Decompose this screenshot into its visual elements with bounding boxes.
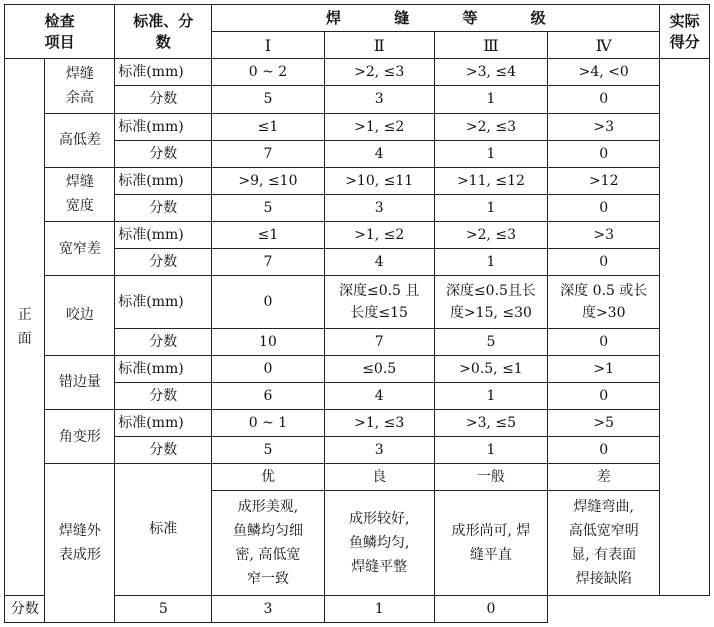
- level-label: 优: [212, 464, 324, 491]
- table-row: [5, 59, 710, 86]
- header-item: 检查 项目: [5, 5, 115, 59]
- std-cell: >3: [548, 222, 660, 249]
- side-label: 正 面: [5, 59, 45, 596]
- table-row: [5, 409, 710, 436]
- table-row: [5, 276, 710, 328]
- grade-1: Ⅰ: [212, 32, 324, 59]
- std-cell: >11, ≤12: [434, 167, 547, 194]
- score-cell: 5: [212, 437, 324, 464]
- score-cell: 4: [324, 249, 434, 276]
- score-cell: 0: [548, 86, 660, 113]
- score-cell: 5: [212, 194, 324, 221]
- header-actual-score: 实际 得分: [660, 5, 710, 59]
- std-cell: >4, <0: [548, 59, 660, 86]
- table-row: [5, 464, 710, 491]
- score-cell: 1: [434, 86, 547, 113]
- score-cell: 3: [324, 437, 434, 464]
- std-cell: >12: [548, 167, 660, 194]
- score-cell: 1: [324, 595, 434, 622]
- std-cell: >1, ≤3: [324, 409, 434, 436]
- item-label: 角变形: [45, 409, 115, 463]
- std-cell: >1, ≤2: [324, 113, 434, 140]
- std-label: 标准(mm): [115, 355, 212, 382]
- score-cell: 7: [324, 328, 434, 355]
- std-cell: 深度 0.5 或长 度>30: [548, 276, 660, 328]
- std-cell: >2, ≤3: [434, 222, 547, 249]
- score-cell: 0: [548, 140, 660, 167]
- std-label: 标准(mm): [115, 222, 212, 249]
- score-label: 分数: [115, 86, 212, 113]
- table-row: [5, 113, 710, 140]
- appearance-std-label: 标准: [115, 464, 212, 596]
- score-cell: 4: [324, 140, 434, 167]
- std-cell: 0 ~ 2: [212, 59, 324, 86]
- score-label: 分数: [115, 140, 212, 167]
- level-label: 一般: [434, 464, 547, 491]
- level-label: 差: [548, 464, 660, 491]
- grade-3: Ⅲ: [434, 32, 547, 59]
- score-cell: 1: [434, 382, 547, 409]
- score-cell: 1: [434, 437, 547, 464]
- item-label: 错边量: [45, 355, 115, 409]
- score-label: 分数: [115, 249, 212, 276]
- std-cell: 0 ~ 1: [212, 409, 324, 436]
- score-cell: 1: [434, 140, 547, 167]
- score-cell: 5: [212, 86, 324, 113]
- score-cell: 0: [548, 382, 660, 409]
- item-label: 咬边: [45, 276, 115, 355]
- score-label: 分数: [115, 328, 212, 355]
- score-cell: 6: [212, 382, 324, 409]
- item-label: 高低差: [45, 113, 115, 167]
- std-cell: >2, ≤3: [434, 113, 547, 140]
- score-cell: 1: [434, 194, 547, 221]
- level-description: 成形尚可, 焊 缝平直: [434, 491, 547, 596]
- item-label: 焊缝 宽度: [45, 167, 115, 221]
- std-label: 标准(mm): [115, 59, 212, 86]
- score-cell: 0: [434, 595, 547, 622]
- score-cell: 0: [548, 249, 660, 276]
- std-cell: ≤0.5: [324, 355, 434, 382]
- level-description: 成形较好, 鱼鳞均匀, 焊缝平整: [324, 491, 434, 596]
- score-cell: 4: [324, 382, 434, 409]
- score-cell: 3: [324, 194, 434, 221]
- score-cell: 7: [212, 140, 324, 167]
- std-cell: 深度≤0.5 且 长度≤15: [324, 276, 434, 328]
- std-cell: 0: [212, 355, 324, 382]
- grade-2: Ⅱ: [324, 32, 434, 59]
- table-row: [5, 222, 710, 249]
- score-cell: 0: [548, 328, 660, 355]
- actual-score-cell: [660, 59, 710, 596]
- std-cell: >9, ≤10: [212, 167, 324, 194]
- item-label: 宽窄差: [45, 222, 115, 276]
- appearance-item-label: 焊缝外 表成形: [45, 464, 115, 623]
- score-label: 分数: [115, 382, 212, 409]
- score-cell: 7: [212, 249, 324, 276]
- score-cell: 3: [212, 595, 324, 622]
- std-cell: >3, ≤4: [434, 59, 547, 86]
- std-cell: >3, ≤5: [434, 409, 547, 436]
- score-cell: 5: [115, 595, 212, 622]
- std-label: 标准(mm): [115, 167, 212, 194]
- table-row: [5, 355, 710, 382]
- std-cell: >10, ≤11: [324, 167, 434, 194]
- score-label: 分数: [115, 437, 212, 464]
- std-cell: >2, ≤3: [324, 59, 434, 86]
- std-cell: 深度≤0.5且长 度>15, ≤30: [434, 276, 547, 328]
- score-cell: 1: [434, 249, 547, 276]
- score-label: 分数: [115, 194, 212, 221]
- std-cell: >5: [548, 409, 660, 436]
- grade-4: Ⅳ: [548, 32, 660, 59]
- std-cell: >1: [548, 355, 660, 382]
- item-label: 焊缝 余高: [45, 59, 115, 113]
- std-cell: >3: [548, 113, 660, 140]
- header-row: [5, 5, 710, 32]
- std-cell: 0: [212, 276, 324, 328]
- std-cell: >1, ≤2: [324, 222, 434, 249]
- std-label: 标准(mm): [115, 409, 212, 436]
- std-label: 标准(mm): [115, 276, 212, 328]
- score-cell: 10: [212, 328, 324, 355]
- level-label: 良: [324, 464, 434, 491]
- std-cell: >0.5, ≤1: [434, 355, 547, 382]
- score-cell: 5: [434, 328, 547, 355]
- score-cell: 3: [324, 86, 434, 113]
- table-row: [5, 167, 710, 194]
- level-description: 成形美观, 鱼鳞均匀细 密, 高低宽 窄一致: [212, 491, 324, 596]
- score-label: 分数: [5, 595, 45, 622]
- level-description: 焊缝弯曲, 高低宽窄明 显, 有表面 焊接缺陷: [548, 491, 660, 596]
- std-cell: ≤1: [212, 113, 324, 140]
- weld-inspection-table: [4, 4, 710, 623]
- header-std-score: 标准、分 数: [115, 5, 212, 59]
- score-cell: 0: [548, 437, 660, 464]
- header-grades-title: 焊 缝 等 级: [212, 5, 660, 32]
- score-cell: 0: [548, 194, 660, 221]
- std-label: 标准(mm): [115, 113, 212, 140]
- std-cell: ≤1: [212, 222, 324, 249]
